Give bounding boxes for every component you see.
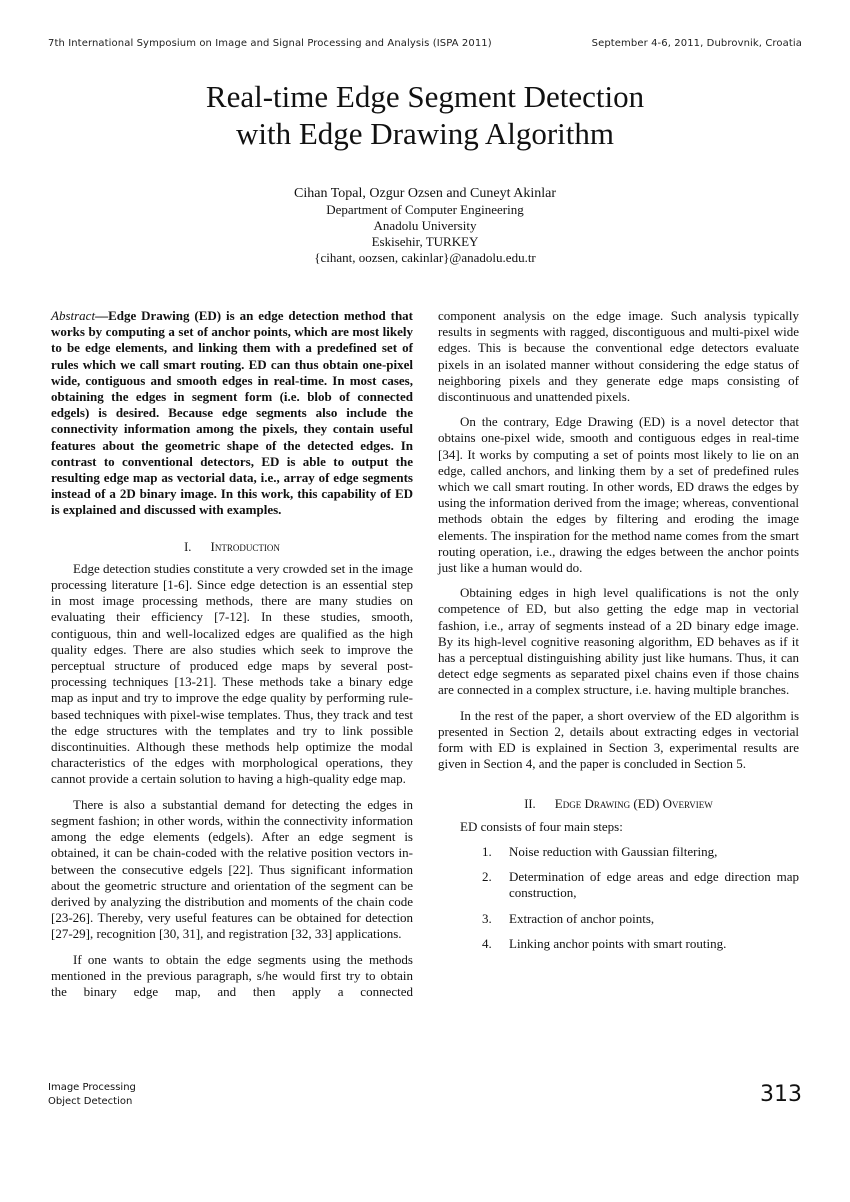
paragraph: On the contrary, Edge Drawing (ED) is a novel detector that obtains one-pixel wide, smooth and contiguous edges in real-time [34]. It works by computing a set of points most likely to lie on an edge, called anchors, and linking them by a set of predefined rules which we call smart routing. In other words, ED draws the edges by using the information derived from the image; whereas, conventional methods obtain the edges by filtering and eroding the image elements. The inspiration for the method name comes from the smart routing operation, i.e., drawing the edges between the anchor points just like a human would do. xyxy=(438,414,799,576)
section-title: Introduction xyxy=(210,538,280,554)
authors: Cihan Topal, Ozgur Ozsen and Cuneyt Akinlar xyxy=(294,186,556,201)
footer-category-2: Object Detection xyxy=(48,1096,133,1107)
left-column xyxy=(51,308,413,1009)
title-block xyxy=(0,78,850,266)
running-header xyxy=(48,38,802,49)
location: Eskisehir, TURKEY xyxy=(371,234,479,249)
abstract xyxy=(51,308,413,519)
university: Anadolu University xyxy=(373,218,477,233)
paragraph: Edge detection studies constitute a very crowded set in the image processing literature [1-6]. Since edge detection is an essential step in most image processing methods, there are many studies on evaluating their efficiency [7-12]. In these studies, smooth, contiguous, thin and well-localized edges are qualified as the high quality edges. There are also studies which seek to improve the perceptual structure of produced edge maps by several post-processing techniques [13-21]. These methods take a binary edge map as input and try to improve the edge quality by performing rule-based techniques with pixel-wise templates. Thus, they track and test the edge structures with the templates and try to link possible discontinuities. Although these methods help optimize the modal characteristics of the edges with morphological operations, they cannot provide a certain solution to having a high-quality edge map. xyxy=(51,560,413,787)
paragraph: component analysis on the edge image. Such analysis typically results in segments with ragged, discontiguous and multi-pixel wide edges. This is because the conventional edge detectors evaluate pixels in an isolated manner without considering the edge status of neighboring pixels and they generate edge maps consisting of discontinuous and unattended pixels. xyxy=(438,308,799,405)
paragraph: If one wants to obtain the edge segments using the methods mentioned in the previous paragraph, s/he would first try to obtain the binary edge map, and then apply a connected xyxy=(51,951,413,999)
footer-category-1: Image Processing xyxy=(48,1082,136,1093)
title-line-1: Real-time Edge Segment Detection xyxy=(205,79,645,114)
list-text: Determination of edge areas and edge direction map construction, xyxy=(509,869,799,901)
section-title: Edge Drawing (ED) Overview xyxy=(554,796,713,812)
list-text: Noise reduction with Gaussian filtering, xyxy=(509,843,718,859)
list-number: 3. xyxy=(482,910,492,926)
section-heading-ed-overview xyxy=(438,796,799,812)
section-number: II. xyxy=(524,797,536,812)
list-item xyxy=(482,936,799,952)
section-heading-introduction xyxy=(51,539,413,555)
department: Department of Computer Engineering xyxy=(326,202,524,217)
paragraph: Obtaining edges in high level qualifications is not the only competence of ED, but also getting the edge map in vectorial fashion, i.e., array of segments instead of a 2D binary edge image. By its high-level cognitive reasoning algorithm, ED behaves as if it has a perceptual distinguishing ability just like humans. Thus, it can detect edge segments as separated pixel chains even if those chains are connected in a complex structure, i.e. having multiple branches. xyxy=(438,585,799,698)
list-item xyxy=(482,911,799,927)
list-number: 2. xyxy=(482,869,492,885)
list-number: 4. xyxy=(482,935,492,951)
steps-list xyxy=(438,844,799,952)
page-number: 313 xyxy=(760,1082,802,1107)
abstract-label: Abstract xyxy=(51,308,96,323)
list-text: Linking anchor points with smart routing. xyxy=(509,935,727,951)
list-number: 1. xyxy=(482,843,492,859)
paragraph: In the rest of the paper, a short overview of the ED algorithm is presented in Section 2, details about extracting edges in vectorial form with ED is explained in Section 3, experimental results are given in Section 4, and the paper is concluded in Section 5. xyxy=(438,707,799,772)
conference-date-location: September 4-6, 2011, Dubrovnik, Croatia xyxy=(591,38,802,49)
right-column xyxy=(438,308,799,961)
list-text: Extraction of anchor points, xyxy=(509,910,655,926)
list-item xyxy=(482,844,799,860)
footer-categories xyxy=(48,1081,136,1109)
conference-name: 7th International Symposium on Image and Signal Processing and Analysis (ISPA 2011) xyxy=(48,38,492,49)
email: {cihant, oozsen, cakinlar}@anadolu.edu.tr xyxy=(314,250,536,265)
section-number: I. xyxy=(184,539,192,554)
title-line-2: with Edge Drawing Algorithm xyxy=(236,116,614,151)
abstract-text: —Edge Drawing (ED) is an edge detection method that works by computing a set of anchor points, which are most likely to be edge elements, and linking them with a predefined set of rules which we call smart routing. ED can thus obtain one-pixel wide, contiguous and smooth edges in real-time. In most cases, obtaining the edges in segment form (i.e. blob of connected edgels) is desired. Because edge segments also include the connectivity information among the pixels, they contain useful features about the geometric shape of the detected edges. In contrast to conventional detectors, ED is able to output the resulting edge map as vectorial data, i.e., array of edge segments instead of a 2D binary image. In this work, this capability of ED is explained and discussed with examples. xyxy=(51,308,413,518)
paragraph: There is also a substantial demand for detecting the edges in segment fashion; in other words, within the connectivity information among the edge elements (edgels). After an edge segment is obtained, it can be chain-coded with the relative position vectors in-between the consecutive edgels [22]. Thus significant information about the geometric structure and orientation of the segment can be derived by analyzing the distribution and moments of the chain code [23-26]. Thereby, very useful features can be obtained for detection [27-29], recognition [30, 31], and registration [32, 33] applications. xyxy=(51,796,413,942)
section-intro: ED consists of four main steps: xyxy=(460,818,623,834)
list-item xyxy=(482,869,799,901)
paper-title xyxy=(0,78,850,152)
